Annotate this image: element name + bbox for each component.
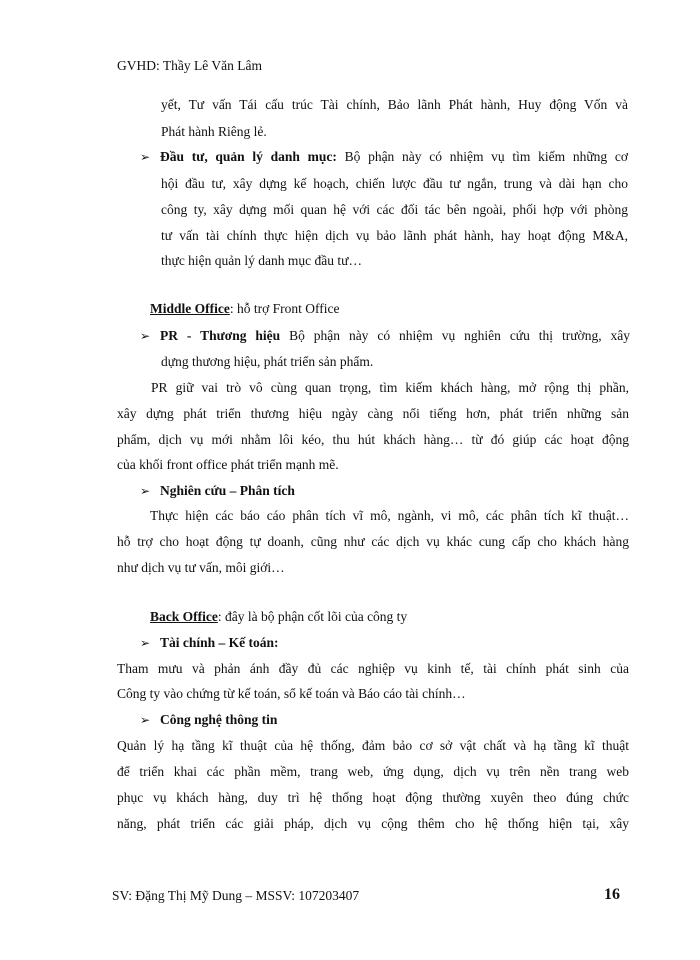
section-title: Middle Office	[150, 301, 230, 316]
section-heading-middle-office	[150, 301, 339, 317]
body-line: Phát hành Riêng lẻ.	[161, 124, 267, 139]
bullet-arrow-icon: ➢	[140, 713, 151, 727]
body-line: tư vấn tài chính thực hiện dịch vụ bảo lãnh phát hành, hay hoạt động M&A,	[161, 228, 628, 243]
body-line: Công ty vào chứng từ kế toán, sổ kế toán và Báo cáo tài chính…	[117, 686, 466, 701]
bullet-item-investment	[160, 149, 628, 165]
page-number: 16	[604, 886, 620, 903]
body-line: phục vụ khách hàng, duy trì hệ thống hoạt động thường xuyên theo đúng chức	[117, 790, 629, 805]
body-line: năng, phát triển các giải pháp, dịch vụ cộng thêm cho hệ thống hiện tại, xây	[117, 816, 629, 831]
body-line: hội đầu tư, xây dựng kế hoạch, chiến lược đầu tư ngắn, trung và dài hạn cho	[161, 176, 628, 191]
bullet-title-finance: Tài chính – Kế toán:	[160, 635, 279, 650]
section-desc: : đây là bộ phận cốt lõi của công ty	[217, 609, 408, 624]
bullet-arrow-icon: ➢	[140, 329, 151, 343]
bullet-text: Bộ phận này có nhiệm vụ nghiên cứu thị trường, xây	[280, 328, 630, 343]
bullet-title-it: Công nghệ thông tin	[160, 712, 278, 727]
body-line: thực hiện quản lý danh mục đầu tư…	[161, 253, 362, 268]
section-title: Back Office	[150, 609, 218, 624]
bullet-title: PR - Thương hiệu	[160, 328, 281, 343]
bullet-item-pr	[160, 328, 630, 344]
bullet-text: Bộ phận này có nhiệm vụ tìm kiếm những cơ	[336, 149, 628, 164]
body-line: để triển khai các phần mềm, trang web, ứng dụng, dịch vụ trên nền trang web	[117, 764, 629, 779]
bullet-title: Đầu tư, quản lý danh mục:	[160, 149, 337, 164]
section-heading-back-office	[150, 609, 407, 625]
body-line: PR giữ vai trò vô cùng quan trọng, tìm kiếm khách hàng, mở rộng thị phần,	[151, 380, 629, 395]
body-line: phẩm, dịch vụ mới nhằm lôi kéo, thu hút khách hàng… từ đó giúp các hoạt động	[117, 432, 629, 447]
bullet-title-research: Nghiên cứu – Phân tích	[160, 483, 295, 498]
body-line: dựng thương hiệu, phát triển sản phẩm.	[161, 354, 374, 369]
running-footer: SV: Đặng Thị Mỹ Dung – MSSV: 107203407	[112, 888, 360, 903]
bullet-arrow-icon: ➢	[140, 484, 151, 498]
running-header: GVHD: Thầy Lê Văn Lâm	[117, 58, 262, 73]
body-line: xây dựng phát triển thương hiệu ngày càng nổi tiếng hơn, phát triển những sản	[117, 406, 629, 421]
body-line: hỗ trợ cho hoạt động tự doanh, cũng như các dịch vụ khác cung cấp cho khách hàng	[117, 534, 629, 549]
body-line: Tham mưu và phản ánh đầy đủ các nghiệp vụ kinh tế, tài chính phát sinh của	[117, 661, 629, 676]
body-line: Quản lý hạ tầng kĩ thuật của hệ thống, đảm bảo cơ sở vật chất và hạ tầng kĩ thuật	[117, 738, 629, 753]
section-desc: : hỗ trợ Front Office	[229, 301, 340, 316]
body-line: như dịch vụ tư vấn, môi giới…	[117, 560, 285, 575]
bullet-arrow-icon: ➢	[140, 636, 151, 650]
body-line: Thực hiện các báo cáo phân tích vĩ mô, ngành, vi mô, các phân tích kĩ thuật…	[150, 508, 629, 523]
body-line: công ty, xây dựng mối quan hệ với các đối tác bên ngoài, phối hợp với phòng	[161, 202, 628, 217]
body-line: yết, Tư vấn Tái cấu trúc Tài chính, Bảo lãnh Phát hành, Huy động Vốn và	[161, 97, 628, 112]
body-line: của khối front office phát triển mạnh mẽ.	[117, 457, 339, 472]
bullet-arrow-icon: ➢	[140, 150, 151, 164]
